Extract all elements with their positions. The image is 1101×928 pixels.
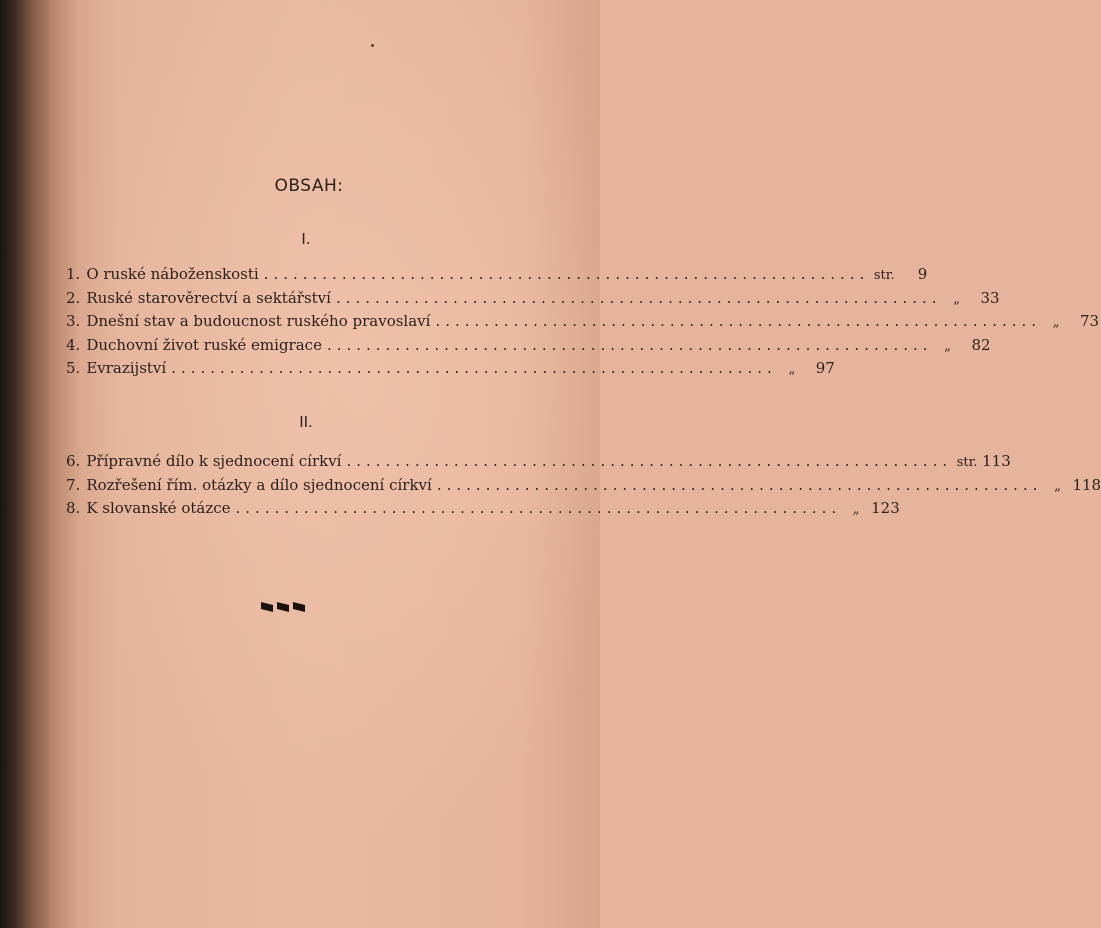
toc-entry-page-mark: „ — [1054, 478, 1061, 494]
toc-entry-page-mark: „ — [1052, 315, 1060, 330]
toc-entry — [66, 474, 1101, 498]
toc-entry-title: K slovanské otázce — [86, 499, 231, 517]
toc-entry-page: 123 — [871, 499, 900, 517]
toc-entry-page-mark: „ — [788, 362, 796, 377]
ornament-mark — [293, 602, 305, 612]
toc-entry-page: 33 — [980, 288, 1000, 307]
ornament-mark — [277, 602, 289, 612]
leader-dots: .............................................................. — [326, 335, 933, 354]
toc-entry-title: O ruské náboženskosti — [86, 265, 259, 283]
fleuron-ornament-icon — [261, 602, 307, 614]
toc-entry-page-mark: „ — [944, 338, 951, 354]
toc-entry-title: Evrazijství — [86, 359, 167, 377]
toc-entry — [66, 263, 928, 287]
toc-entry-number: 3. — [66, 312, 81, 330]
toc-entry-page: 118 — [1072, 475, 1101, 494]
toc-entry — [66, 334, 991, 358]
section-heading-1: I. — [301, 230, 311, 248]
section-heading-2: II. — [299, 413, 313, 431]
toc-entry — [66, 287, 1000, 311]
toc-entry-page-mark: str. — [956, 455, 978, 470]
toc-entry-number: 5. — [66, 359, 81, 377]
toc-list-section-2 — [66, 450, 1101, 521]
toc-entry-title: Rozřešení řím. otázky a dílo sjednocení církví — [86, 475, 432, 494]
ornament-mark — [261, 602, 273, 612]
toc-entry — [66, 497, 900, 521]
toc-entry-number: 8. — [66, 499, 81, 517]
paper-speck — [371, 44, 374, 47]
leader-dots: .............................................................. — [171, 359, 777, 377]
leader-dots: .............................................................. — [346, 452, 953, 470]
toc-entry-number: 6. — [66, 452, 81, 470]
leader-dots: .............................................................. — [335, 288, 942, 307]
toc-list-section-1 — [66, 263, 1100, 381]
leader-dots: .............................................................. — [235, 499, 842, 517]
toc-entry-page: 97 — [815, 359, 835, 377]
toc-entry-title: Ruské starověrectví a sektářství — [86, 288, 331, 307]
toc-entry-page-mark: „ — [953, 291, 960, 307]
leader-dots: .............................................................. — [436, 475, 1043, 494]
toc-entry-title: Duchovní život ruské emigrace — [86, 335, 322, 354]
toc-entry-number: 2. — [66, 288, 81, 307]
leader-dots: .............................................................. — [435, 312, 1042, 330]
leader-dots: .............................................................. — [263, 265, 870, 283]
toc-entry — [66, 450, 1011, 474]
toc-entry-title: Přípravné dílo k sjednocení církví — [86, 452, 342, 470]
toc-entry — [66, 357, 835, 381]
toc-entry-number: 1. — [66, 265, 81, 283]
toc-entry-number: 4. — [66, 335, 81, 354]
toc-entry-page: 82 — [971, 335, 991, 354]
page-title: OBSAH: — [274, 176, 344, 196]
toc-entry-number: 7. — [66, 475, 81, 494]
toc-entry-page-mark: „ — [852, 502, 860, 517]
toc-entry-page: 9 — [917, 265, 928, 283]
toc-entry-page-mark: str. — [873, 268, 895, 283]
toc-entry-page: 73 — [1079, 312, 1100, 330]
toc-entry-title: Dnešní stav a budoucnost ruského pravoslaví — [86, 312, 431, 330]
toc-entry — [66, 310, 1100, 334]
toc-entry-page: 113 — [982, 452, 1011, 470]
